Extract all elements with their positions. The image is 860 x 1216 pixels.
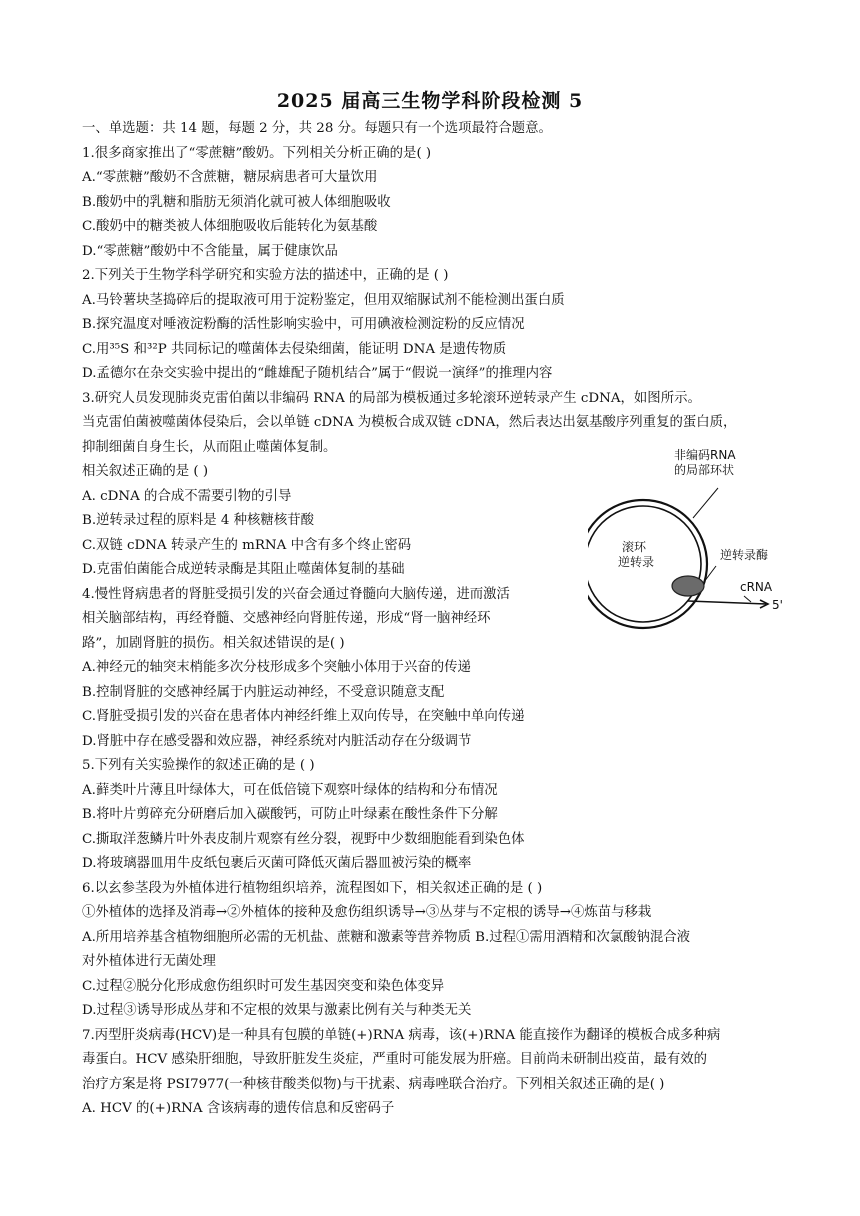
figure-label-enzyme: 逆转录酶	[720, 548, 769, 562]
section-heading: 一、单选题：共 14 题，每题 2 分，共 28 分。每题只有一个选项最符合题意。	[82, 121, 552, 136]
question-line: 5.下列有关实验操作的叙述正确的是 ( )	[82, 758, 315, 773]
question-line: D.“零蔗糖”酸奶中不含能量，属于健康饮品	[82, 244, 338, 259]
question-line: C.过程②脱分化形成愈伤组织时可发生基因突变和染色体变异	[82, 979, 445, 994]
question-line: D.将玻璃器皿用牛皮纸包裹后灭菌可降低灭菌后器皿被污染的概率	[82, 856, 472, 871]
question-line: D.肾脏中存在感受器和效应器，神经系统对内脏活动存在分级调节	[82, 734, 472, 749]
question-line: C.双链 cDNA 转录产生的 mRNA 中含有多个终止密码	[82, 538, 412, 553]
figure-label-5prime: 5'	[772, 598, 783, 612]
figure-label-crna: cRNA	[740, 580, 773, 594]
question-line: D.孟德尔在杂交实验中提出的“雌雄配子随机结合”属于“假说一演绎”的推理内容	[82, 366, 553, 381]
ncrna-pointer-line	[693, 488, 718, 518]
question-line: D.克雷伯菌能合成逆转录酶是其阻止噬菌体复制的基础	[82, 562, 405, 577]
question-line: B.逆转录过程的原料是 4 种核糖核苷酸	[82, 513, 314, 528]
question-line: C.用³⁵S 和³²P 共同标记的噬菌体去侵染细菌，能证明 DNA 是遗传物质	[82, 342, 507, 357]
question-line: 相关脑部结构，再经脊髓、交感神经向肾脏传递，形成“肾一脑神经环	[82, 611, 491, 626]
question-line: C.肾脏受损引发的兴奋在患者体内神经纤维上双向传导，在突触中单向传递	[82, 709, 525, 724]
question-line: 3.研究人员发现肺炎克雷伯菌以非编码 RNA 的局部为模板通过多轮滚环逆转录产生 cDNA，如图所示。	[82, 391, 701, 406]
question-line: B.将叶片剪碎充分研磨后加入碳酸钙，可防止叶绿素在酸性条件下分解	[82, 807, 498, 822]
question-line: ①外植体的选择及消毒→②外植体的接种及愈伤组织诱导→③丛芽与不定根的诱导→④炼苗与移栽	[82, 905, 652, 920]
crna-strand	[688, 601, 766, 604]
question-line: A.藓类叶片薄且叶绿体大，可在低倍镜下观察叶绿体的结构和分布情况	[82, 783, 498, 798]
question-line: 治疗方案是将 PSI7977(一种核苷酸类似物)与干扰素、病毒唑联合治疗。下列相关叙述正确的是( )	[82, 1077, 665, 1092]
crna-pointer-line	[744, 596, 751, 602]
figure-label-rolling: 滚环	[622, 540, 647, 554]
question-line: 2.下列关于生物学科学研究和实验方法的描述中，正确的是 ( )	[82, 268, 449, 283]
question-line: A.“零蔗糖”酸奶不含蔗糖，糖尿病患者可大量饮用	[82, 170, 378, 185]
question-line: B.酸奶中的乳糖和脂肪无须消化就可被人体细胞吸收	[82, 195, 391, 210]
question-line: 1.很多商家推出了“零蔗糖”酸奶。下列相关分析正确的是( )	[82, 146, 432, 161]
figure-label-ncrna: 非编码RNA	[674, 448, 736, 462]
question-line: A. cDNA 的合成不需要引物的引导	[82, 489, 292, 504]
question-line: 毒蛋白。HCV 感染肝细胞，导致肝脏发生炎症，严重时可能发展为肝癌。目前尚未研制出疫苗，最有效的	[82, 1052, 708, 1067]
question-line: 对外植体进行无菌处理	[82, 954, 216, 969]
page-title: 2025 届高三生物学科阶段检测 5	[276, 90, 584, 112]
reverse-transcriptase-shape	[672, 576, 704, 596]
question-line: 6.以玄参茎段为外植体进行植物组织培养，流程图如下，相关叙述正确的是 ( )	[82, 881, 543, 896]
question-line: C.酸奶中的糖类被人体细胞吸收后能转化为氨基酸	[82, 219, 378, 234]
question-line: 7.丙型肝炎病毒(HCV)是一种具有包膜的单链(+)RNA 病毒，该(+)RNA 能直接作为翻译的模板合成多种病	[82, 1028, 721, 1043]
question-line: C.撕取洋葱鳞片叶外表皮制片观察有丝分裂，视野中少数细胞能看到染色体	[82, 832, 525, 847]
question-line: A. HCV 的(+)RNA 含该病毒的遗传信息和反密码子	[82, 1101, 395, 1116]
question-line: 当克雷伯菌被噬菌体侵染后，会以单链 cDNA 为模板合成双链 cDNA，然后表达出氨基酸序列重复的蛋白质，	[82, 415, 737, 430]
rolling-circle-reverse-transcription-figure	[588, 446, 788, 634]
question-line: D.过程③诱导形成丛芽和不定根的效果与激素比例有关与种类无关	[82, 1003, 472, 1018]
question-line: A.马铃薯块茎捣碎后的提取液可用于淀粉鉴定，但用双缩脲试剂不能检测出蛋白质	[82, 293, 565, 308]
question-line: B.控制肾脏的交感神经属于内脏运动神经，不受意识随意支配	[82, 685, 445, 700]
question-line: A.神经元的轴突末梢能多次分枝形成多个突触小体用于兴奋的传递	[82, 660, 471, 675]
question-line: 4.慢性肾病患者的肾脏受损引发的兴奋会通过脊髓向大脑传递，进而激活	[82, 587, 510, 602]
question-line: B.探究温度对唾液淀粉酶的活性影响实验中，可用碘液检测淀粉的反应情况	[82, 317, 525, 332]
question-line: 抑制细菌自身生长，从而阻止噬菌体复制。	[82, 440, 337, 455]
figure-label-ncrna-2: 的局部环状	[674, 463, 735, 477]
question-line: 相关叙述正确的是 ( )	[82, 464, 209, 479]
question-line: A.所用培养基含植物细胞所必需的无机盐、蔗糖和激素等营养物质 B.过程①需用酒精和次氯酸钠混合液	[82, 930, 691, 945]
question-line: 路”，加剧肾脏的损伤。相关叙述错误的是( )	[82, 636, 345, 651]
figure-label-rolling-2: 逆转录	[618, 555, 655, 569]
